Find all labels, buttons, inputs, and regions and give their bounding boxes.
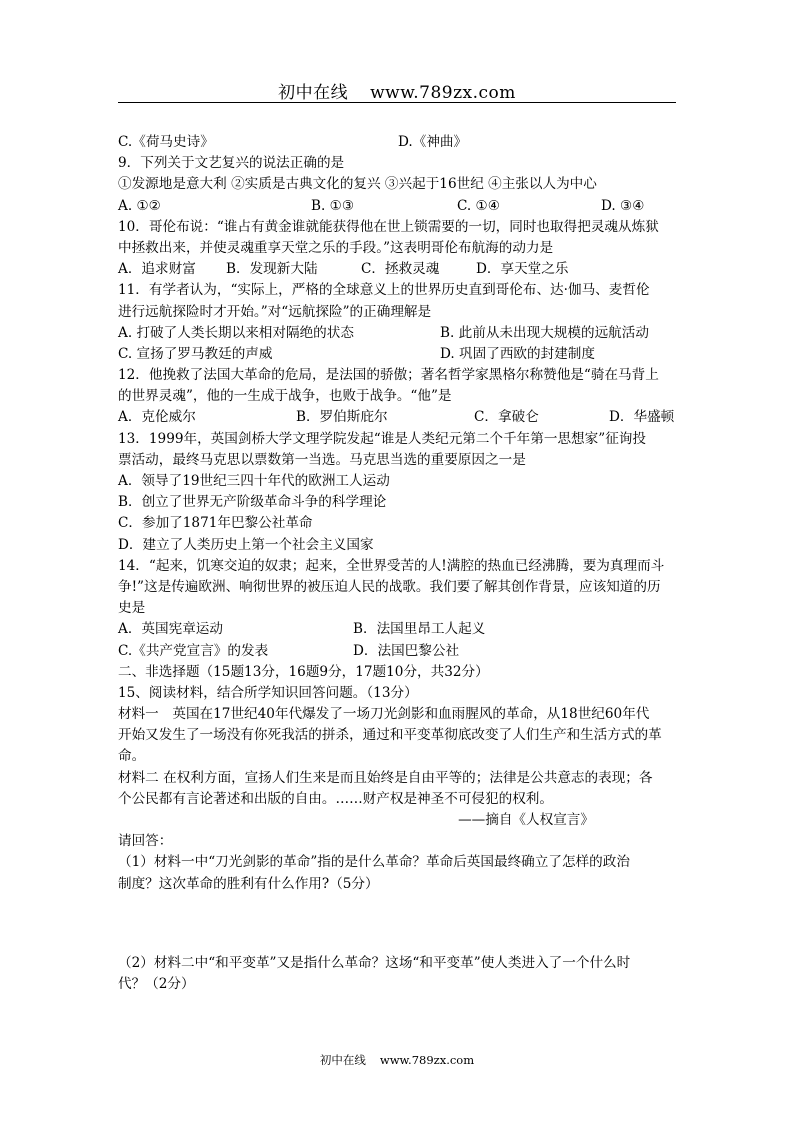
page-header (0, 78, 794, 103)
q14-options-ab (118, 619, 678, 640)
q8-options (118, 132, 678, 153)
q12-options (118, 407, 678, 428)
q15-material-2-line-1: 材料二 在权利方面，宣扬人们生来是而且始终是自由平等的；法律是公共意志的表现；各 (118, 769, 653, 786)
footer-site-name: 初中在线 (319, 1053, 366, 1067)
q8-option-c: C.《荷马史诗》 (118, 134, 214, 150)
q11-option-b: B. 此前从未出现大规模的远航活动 (440, 324, 649, 341)
q15-material-1-line-1: 材料一 英国在17世纪40年代爆发了一场刀光剑影和血雨腥风的革命，从18世纪60年代 (118, 706, 650, 723)
q12-stem-2: 的世界灵魂”，他的一生成于战争，也败于战争。“他”是 (118, 388, 452, 405)
q15-stem: 15、阅读材料，结合所学知识回答问题。（13分） (118, 684, 418, 701)
q15-sub1-line-2: 制度？这次革命的胜利有什么作用?（5分） (118, 875, 379, 892)
q9-options (118, 196, 678, 217)
q11-option-a: A. 打破了人类长期以来相对隔绝的状态 (118, 324, 354, 341)
page-footer (0, 1052, 794, 1068)
q9-option-d: D. ③④ (601, 197, 645, 214)
q15-material-2-line-2: 个公民都有言论著述和出版的自由。……财产权是神圣不可侵犯的权利。 (118, 790, 553, 807)
q15-ask: 请回答： (118, 833, 173, 850)
q10-option-b: B．发现新大陆 (226, 261, 318, 278)
q15-material-1-line-3: 命。 (118, 748, 146, 765)
q10-option-d: D．享天堂之乐 (476, 261, 569, 278)
q14-option-d: D．法国巴黎公社 (353, 642, 460, 659)
section-2-title: 二、非选择题（15题13分，16题9分，17题10分，共32分） (118, 663, 489, 680)
q9-option-c: C. ①④ (457, 197, 500, 214)
q9-option-a: A. ①② (118, 197, 161, 214)
q10-option-c: C．拯救灵魂 (361, 261, 440, 278)
q9-items: ①发源地是意大利 ②实质是古典文化的复兴 ③兴起于16世纪 ④主张以人为中心 (118, 176, 597, 193)
q9-stem: 9．下列关于文艺复兴的说法正确的是 (118, 155, 345, 172)
q13-stem-2: 票活动，最终马克思以票数第一当选。马克思当选的重要原因之一是 (118, 451, 526, 468)
q15-sub2-line-2: 代？（2分） (118, 975, 195, 992)
q15-sub1-line-1: （1）材料一中“刀光剑影的革命”指的是什么革命？革命后英国最终确立了怎样的政治 (118, 854, 630, 871)
exam-content (118, 132, 678, 995)
q13-option-a: A．领导了19世纪三四十年代的欧洲工人运动 (118, 473, 390, 489)
q11-option-c: C. 宣扬了罗马教廷的声威 (118, 345, 273, 362)
q12-option-b: B．罗伯斯庇尔 (296, 409, 388, 426)
header-rule (118, 102, 676, 103)
q13-option-c: C．参加了1871年巴黎公社革命 (118, 515, 313, 532)
q13-stem-1: 13．1999年，英国剑桥大学文理学院发起“谁是人类纪元第二个千年第一思想家”征询投 (118, 430, 646, 447)
q12-option-d: D．华盛顿 (609, 409, 675, 426)
q11-options-cd (118, 344, 678, 365)
q15-material-1-line-2: 开始又发生了一场没有你死我活的拼杀，通过和平变革彻底改变了人们生产和生活方式的革 (118, 727, 662, 744)
answer-space-1 (118, 895, 678, 953)
q14-stem-3: 史是 (118, 600, 146, 617)
q15-sub2-line-1: （2）材料二中“和平变革”又是指什么革命？这场“和平变革”使人类进入了一个什么时 (118, 954, 631, 971)
q8-option-d: D.《神曲》 (398, 134, 468, 150)
q14-stem-2: 争!”这是传遍欧洲、响彻世界的被压迫人民的战歌。我们要了解其创作背景，应该知道的历 (118, 578, 661, 595)
q14-option-a: A．英国宪章运动 (118, 621, 223, 638)
q10-option-a: A．追求财富 (118, 261, 196, 278)
q13-option-b: B．创立了世界无产阶级革命斗争的科学理论 (118, 494, 387, 511)
q15-source: ——摘自《人权宣言》 (458, 812, 594, 828)
q14-option-c: C.《共产党宣言》的发表 (118, 642, 269, 659)
header-site-name: 初中在线 (278, 83, 349, 103)
q13-option-d: D．建立了人类历史上第一个社会主义国家 (118, 536, 374, 553)
q10-stem-2: 中拯救出来，并使灵魂重享天堂之乐的手段。”这表明哥伦布航海的动力是 (118, 239, 554, 256)
q14-stem-1: 14．“起来，饥寒交迫的奴隶；起来，全世界受苦的人!满腔的热血已经沸腾，要为真理而斗 (118, 557, 665, 574)
q10-stem-1: 10．哥伦布说：“谁占有黄金谁就能获得他在世上锁需要的一切，同时也取得把灵魂从炼狱 (118, 218, 659, 235)
q10-options (118, 259, 678, 280)
q14-option-b: B．法国里昂工人起义 (353, 621, 486, 638)
q11-option-d: D. 巩固了西欧的封建制度 (440, 345, 595, 362)
header-url: www.789zx.com (370, 83, 516, 103)
q11-stem-1: 11．有学者认为，“实际上，严格的全球意义上的世界历史直到哥伦布、达·伽马、麦哲伦 (118, 282, 650, 299)
q14-options-cd (118, 641, 678, 662)
q12-option-a: A．克伦威尔 (118, 409, 196, 426)
footer-url: www.789zx.com (379, 1053, 475, 1067)
q9-option-b: B. ①③ (311, 197, 355, 214)
q11-options-ab (118, 323, 678, 344)
q12-stem-1: 12．他挽救了法国大革命的危局，是法国的骄傲；著名哲学家黑格尔称赞他是“骑在马背上 (118, 367, 659, 384)
q11-stem-2: 进行远航探险时才开始。”对“远航探险”的正确理解是 (118, 303, 432, 320)
q12-option-c: C．拿破仑 (474, 409, 539, 426)
